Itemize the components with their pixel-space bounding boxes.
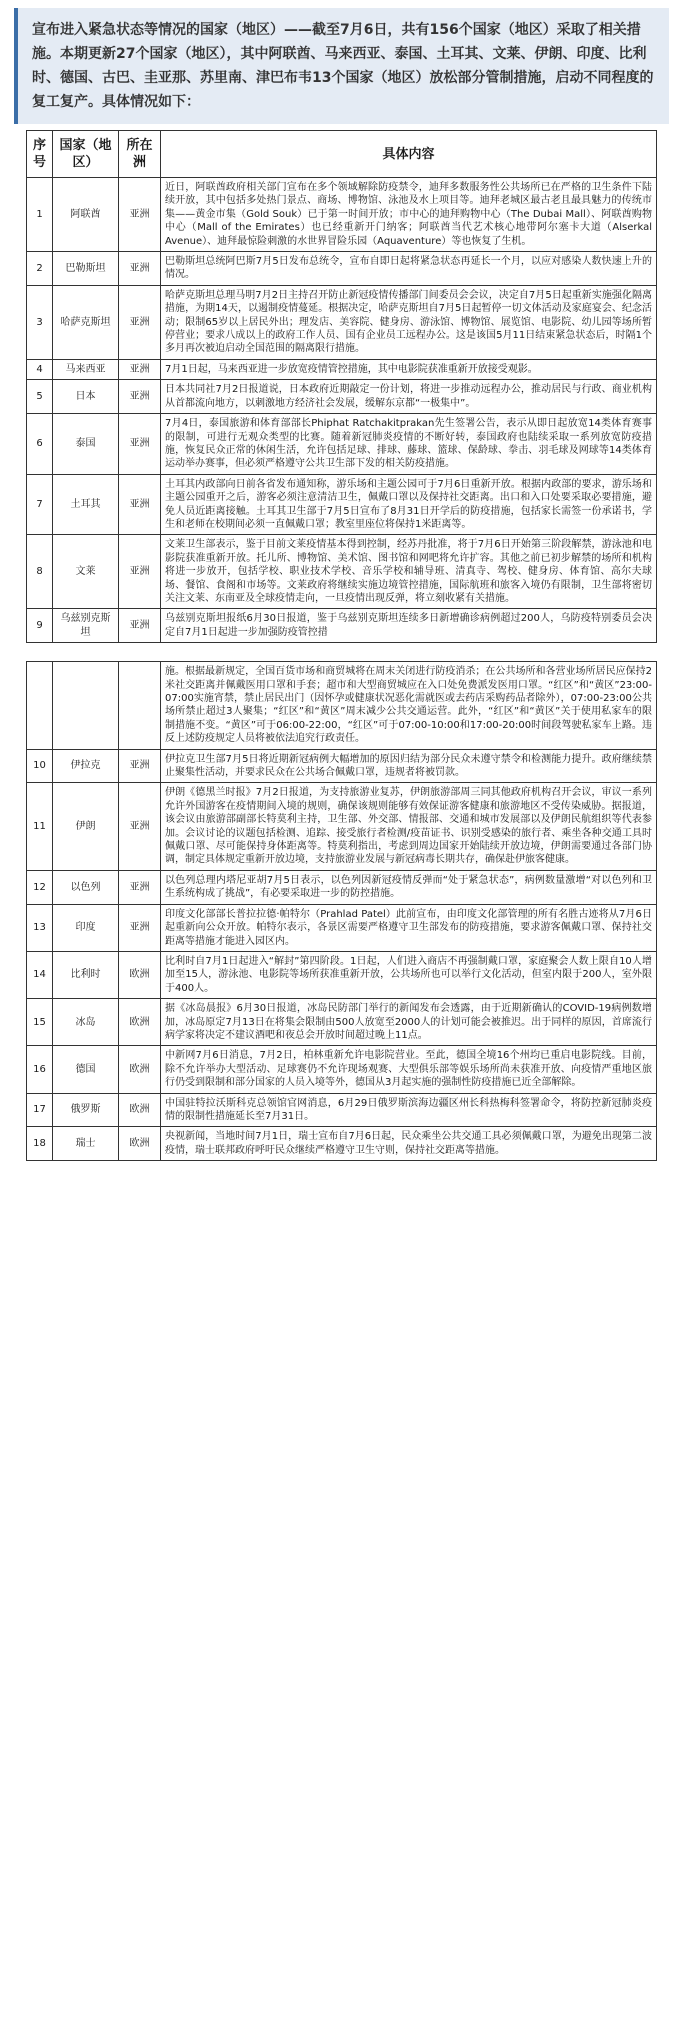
- row-country: 俄罗斯: [53, 1093, 119, 1127]
- row-country: 德国: [53, 1046, 119, 1093]
- row-continent: 欧洲: [119, 951, 161, 998]
- row-no: 11: [27, 783, 53, 870]
- row-no: 5: [27, 380, 53, 414]
- row-continent: 亚洲: [119, 904, 161, 951]
- row-continent: 亚洲: [119, 609, 161, 643]
- row-no: 13: [27, 904, 53, 951]
- row-content: 7月4日，泰国旅游和体育部部长Phiphat Ratchakitprakan先生签署公告，表示从即日起放宽14类体育赛事的限制，可进行无观众类型的比赛。随着新冠肺炎疫情的不断好转，泰国政府也陆续采取一系列放宽防疫措施，恢复民众正常的休闲生活，允许包括足球、排球、藤球、篮球、保龄球、拳击、羽毛球及网球等14类体育运动举办赛事，但必须严格遵守公共卫生部下发的相关防疫措施。: [161, 414, 657, 475]
- row-no: 7: [27, 474, 53, 535]
- measures-table-part-2: [26, 661, 657, 1161]
- row-content: 施。根据最新规定，全国百货市场和商贸城将在周末关闭进行防疫消杀；在公共场所和各营业场所居民应保持2米社交距离并佩戴医用口罩和手套；超市和大型商贸城应在入口处免费派发医用口罩。“红区”和“黄区”23:00-07:00实施宵禁，禁止居民出门（因怀孕或健康状况恶化需就医或去药店采购药品者除外），07:00-23:00公共场所禁止超过3人聚集；“红区”和“黄区”周末减少公共交通运营。此外，“红区”和“黄区”关于使用私家车的限制措施不变。“黄区”可于06:00-22:00，“红区”可于07:00-10:00和17:00-20:00时间段驾驶私家车上路。违反上述防疫规定人员将被依法追究行政责任。: [161, 662, 657, 749]
- measures-table-part-1: [26, 130, 657, 643]
- row-content: 印度文化部部长普拉拉德·帕特尔（Prahlad Patel）此前宣布，由印度文化部管理的所有名胜古迹将从7月6日起重新向公众开放。帕特尔表示，各景区需要严格遵守卫生部发布的防疫措施，要求游客佩戴口罩、保持社交距离等措施才能进入园区内。: [161, 904, 657, 951]
- row-continent: 欧洲: [119, 1127, 161, 1161]
- row-content: 比利时自7月1日起进入“解封”第四阶段。1日起，人们进入商店不再强制戴口罩，家庭聚会人数上限自10人增加至15人，游泳池、电影院等场所获准重新开放，公共场所也可以举行文化活动，但室内限于200人，室外限于400人。: [161, 951, 657, 998]
- row-continent: 亚洲: [119, 178, 161, 252]
- row-content: 土耳其内政部向日前各省发布通知称，游乐场和主题公园可于7月6日重新开放。根据内政部的要求，游乐场和主题公园重开之后，游客必须注意清洁卫生，佩戴口罩以及保持社交距离。出口和入口处要采取必要措施，避免人员近距离接触。土耳其卫生部于7月5日宣布了8月31日开学后的防疫措施，包括家长需签一份承诺书，学生和老师在校期间必须一直佩戴口罩；教室里座位将保持1米距离等。: [161, 474, 657, 535]
- row-no: 9: [27, 609, 53, 643]
- row-content: 中国驻特拉沃斯科克总领馆官网消息，6月29日俄罗斯滨海边疆区州长科热梅科签署命令，将防控新冠肺炎疫情的限制性措施延长至7月31日。: [161, 1093, 657, 1127]
- row-no: 1: [27, 178, 53, 252]
- row-no: [27, 662, 53, 749]
- table-row: [27, 1093, 657, 1127]
- table-row: [27, 535, 657, 609]
- row-continent: 亚洲: [119, 535, 161, 609]
- row-continent: 欧洲: [119, 999, 161, 1046]
- table-row: [27, 474, 657, 535]
- row-content: 近日，阿联酋政府相关部门宣布在多个领域解除防疫禁令，迪拜多数服务性公共场所已在严格的卫生条件下陆续开放，其中包括多处热门景点、商场、博物馆、泳池及水上项目等。迪拜老城区最古老且最具魅力的传统市集——黄金市集（Gold Souk）已于第一时间开放；市中心的迪拜购物中心（The Dubai Mall）、阿联酋购物中心（Mall of the Emirates）也已经重新开门纳客；阿联酋当代艺术核心地带阿尔塞卡大道（Alserkal Avenue）、迪拜最惊险刺激的水世界冒险乐园（Aquaventure）等也恢复了生机。: [161, 178, 657, 252]
- table-row: [27, 1046, 657, 1093]
- table-row: [27, 999, 657, 1046]
- row-no: 3: [27, 285, 53, 359]
- row-no: 2: [27, 252, 53, 286]
- row-continent: 亚洲: [119, 359, 161, 379]
- row-country: 巴勒斯坦: [53, 252, 119, 286]
- row-continent: 亚洲: [119, 252, 161, 286]
- row-country: 伊拉克: [53, 749, 119, 783]
- row-country: 文莱: [53, 535, 119, 609]
- row-continent: 欧洲: [119, 1093, 161, 1127]
- row-no: 12: [27, 870, 53, 904]
- row-country: 冰岛: [53, 999, 119, 1046]
- row-country: 以色列: [53, 870, 119, 904]
- row-country: 乌兹别克斯坦: [53, 609, 119, 643]
- row-continent: 亚洲: [119, 474, 161, 535]
- table-row: [27, 749, 657, 783]
- row-content: 巴勒斯坦总统阿巴斯7月5日发布总统令，宣布自即日起将紧急状态再延长一个月，以应对感染人数快速上升的情况。: [161, 252, 657, 286]
- row-no: 18: [27, 1127, 53, 1161]
- table-row: [27, 904, 657, 951]
- table-row: [27, 178, 657, 252]
- table-row: [27, 783, 657, 870]
- row-country: 印度: [53, 904, 119, 951]
- row-no: 14: [27, 951, 53, 998]
- row-continent: [119, 662, 161, 749]
- row-country: 哈萨克斯坦: [53, 285, 119, 359]
- row-country: 伊朗: [53, 783, 119, 870]
- row-country: 瑞士: [53, 1127, 119, 1161]
- row-country: 泰国: [53, 414, 119, 475]
- row-no: 4: [27, 359, 53, 379]
- header-content: 具体内容: [161, 131, 657, 178]
- table-row: [27, 285, 657, 359]
- table-row: [27, 380, 657, 414]
- row-content: 哈萨克斯坦总理马明7月2日主持召开防止新冠疫情传播部门间委员会会议，决定自7月5日起重新实施强化隔离措施，为期14天，以遏制疫情蔓延。根据决定，哈萨克斯坦自7月5日起暂停一切文体活动及家庭宴会、纪念活动；限制65岁以上居民外出；理发店、美容院、健身房、游泳馆、博物馆、展览馆、电影院、幼儿园等场所暂停营业；要求八成以上的政府工作人员、国有企业员工远程办公。这是该国5月11日结束紧急状态后，时隔1个多月再次被迫启动全国范围的隔离限行措施。: [161, 285, 657, 359]
- row-no: 8: [27, 535, 53, 609]
- header-continent: 所在洲: [119, 131, 161, 178]
- row-content: 日本共同社7月2日报道说，日本政府近期敲定一份计划，将进一步推动远程办公，推动居民与行政、商业机构从首都流向地方，以刺激地方经济社会发展，缓解东京都“一极集中”。: [161, 380, 657, 414]
- row-content: 乌兹别克斯坦报纸6月30日报道，鉴于乌兹别克斯坦连续多日新增确诊病例超过200人，乌防疫特别委员会决定自7月1日起进一步加强防疫管控措: [161, 609, 657, 643]
- row-continent: 亚洲: [119, 749, 161, 783]
- table-row: [27, 1127, 657, 1161]
- row-country: 阿联酋: [53, 178, 119, 252]
- row-country: [53, 662, 119, 749]
- row-content: 7月1日起，马来西亚进一步放宽疫情管控措施，其中电影院获准重新开放接受观影。: [161, 359, 657, 379]
- header-no: 序号: [27, 131, 53, 178]
- row-content: 据《冰岛晨报》6月30日报道，冰岛民防部门举行的新闻发布会透露，由于近期新确认的COVID-19病例数增加，冰岛原定7月13日在将集会限制由500人放宽至2000人的计划可能会被推迟。出于同样的原因，首席流行病学家将决定不建议酒吧和夜总会开放时间超过晚上11点。: [161, 999, 657, 1046]
- row-content: 文莱卫生部表示，鉴于目前文莱疫情基本得到控制，经苏丹批准，将于7月6日开始第三阶段解禁，游泳池和电影院获准重新开放。托儿所、博物馆、美术馆、图书馆和网吧将允许扩容。其他之前已初步解禁的场所和机构将进一步放开，包括学校、职业技术学校、音乐学校和辅导班、清真寺、驾校、健身房、体育馆、高尔夫球场、餐馆、食阁和市场等。文莱政府将继续实施边境管控措施，国际航班和旅客入境仍有限制，卫生部将密切关注文莱、东南亚及全球疫情走向，一旦疫情出现反弹，将立刻收紧有关措施。: [161, 535, 657, 609]
- table-row: [27, 662, 657, 749]
- header-country: 国家（地区）: [53, 131, 119, 178]
- row-content: 以色列总理内塔尼亚胡7月5日表示，以色列因新冠疫情反弹而“处于紧急状态”，病例数量激增“对以色列和卫生系统构成了挑战”，有必要采取进一步的防控措施。: [161, 870, 657, 904]
- row-content: 中新网7月6日消息，7月2日，柏林重新允许电影院营业。至此，德国全境16个州均已重启电影院线。目前，除不允许举办大型活动、足球赛仍不允许现场观赛、大型俱乐部等娱乐场所尚未获准开放、向疫情严重地区旅行仍受到限制和部分国家的人员入境等外，德国从3月起实施的强制性防疫措施已近全部解除。: [161, 1046, 657, 1093]
- row-content: 央视新闻，当地时间7月1日，瑞士宣布自7月6日起，民众乘坐公共交通工具必须佩戴口罩，为避免出现第二波疫情，瑞士联邦政府呼吁民众继续严格遵守卫生守则，保持社交距离等措施。: [161, 1127, 657, 1161]
- intro-text: 宣布进入紧急状态等情况的国家（地区）——截至7月6日，共有156个国家（地区）采取了相关措施。本期更新27个国家（地区），其中阿联酋、马来西亚、泰国、土耳其、文莱、伊朗、印度、比利时、德国、古巴、圭亚那、苏里南、津巴布韦13个国家（地区）放松部分管制措施，启动不同程度的复工复产。具体情况如下：: [14, 8, 669, 124]
- row-continent: 亚洲: [119, 380, 161, 414]
- row-continent: 欧洲: [119, 1046, 161, 1093]
- row-country: 土耳其: [53, 474, 119, 535]
- table-row: [27, 359, 657, 379]
- table-row: [27, 252, 657, 286]
- row-content: 伊拉克卫生部7月5日将近期新冠病例大幅增加的原因归结为部分民众未遵守禁令和检测能力提升。政府继续禁止聚集性活动，并要求民众在公共场合佩戴口罩，违规者将被罚款。: [161, 749, 657, 783]
- row-no: 16: [27, 1046, 53, 1093]
- row-continent: 亚洲: [119, 783, 161, 870]
- row-country: 日本: [53, 380, 119, 414]
- row-no: 15: [27, 999, 53, 1046]
- row-no: 10: [27, 749, 53, 783]
- row-continent: 亚洲: [119, 285, 161, 359]
- row-no: 17: [27, 1093, 53, 1127]
- table-row: [27, 414, 657, 475]
- row-continent: 亚洲: [119, 870, 161, 904]
- row-no: 6: [27, 414, 53, 475]
- table-row: [27, 609, 657, 643]
- row-continent: 亚洲: [119, 414, 161, 475]
- row-content: 伊朗《德黑兰时报》7月2日报道，为支持旅游业复苏，伊朗旅游部周三同其他政府机构召开会议，审议一系列允许外国游客在疫情期间入境的规则，确保该规则能够有效保证游客健康和旅游地区不受传染威胁。据报道，该会议由旅游部副部长特莫利主持，卫生部、外交部、情报部、交通和城市发展部以及伊朗民航组织等代表参加。会议讨论的议题包括检测、追踪、接受旅行者检测/疫苗证书、识别受感染的旅行者、乘坐各种交通工具时佩戴口罩、尽可能保持身体距离等。特莫利指出，考虑到周边国家开始陆续开放边境，伊朗需要通过各部门协调，制定具体规定重新开放边境，支持旅游业发展与新冠病毒长期共存，确保赴伊旅客健康。: [161, 783, 657, 870]
- row-country: 比利时: [53, 951, 119, 998]
- table-header-row: [27, 131, 657, 178]
- row-country: 马来西亚: [53, 359, 119, 379]
- table-row: [27, 870, 657, 904]
- table-row: [27, 951, 657, 998]
